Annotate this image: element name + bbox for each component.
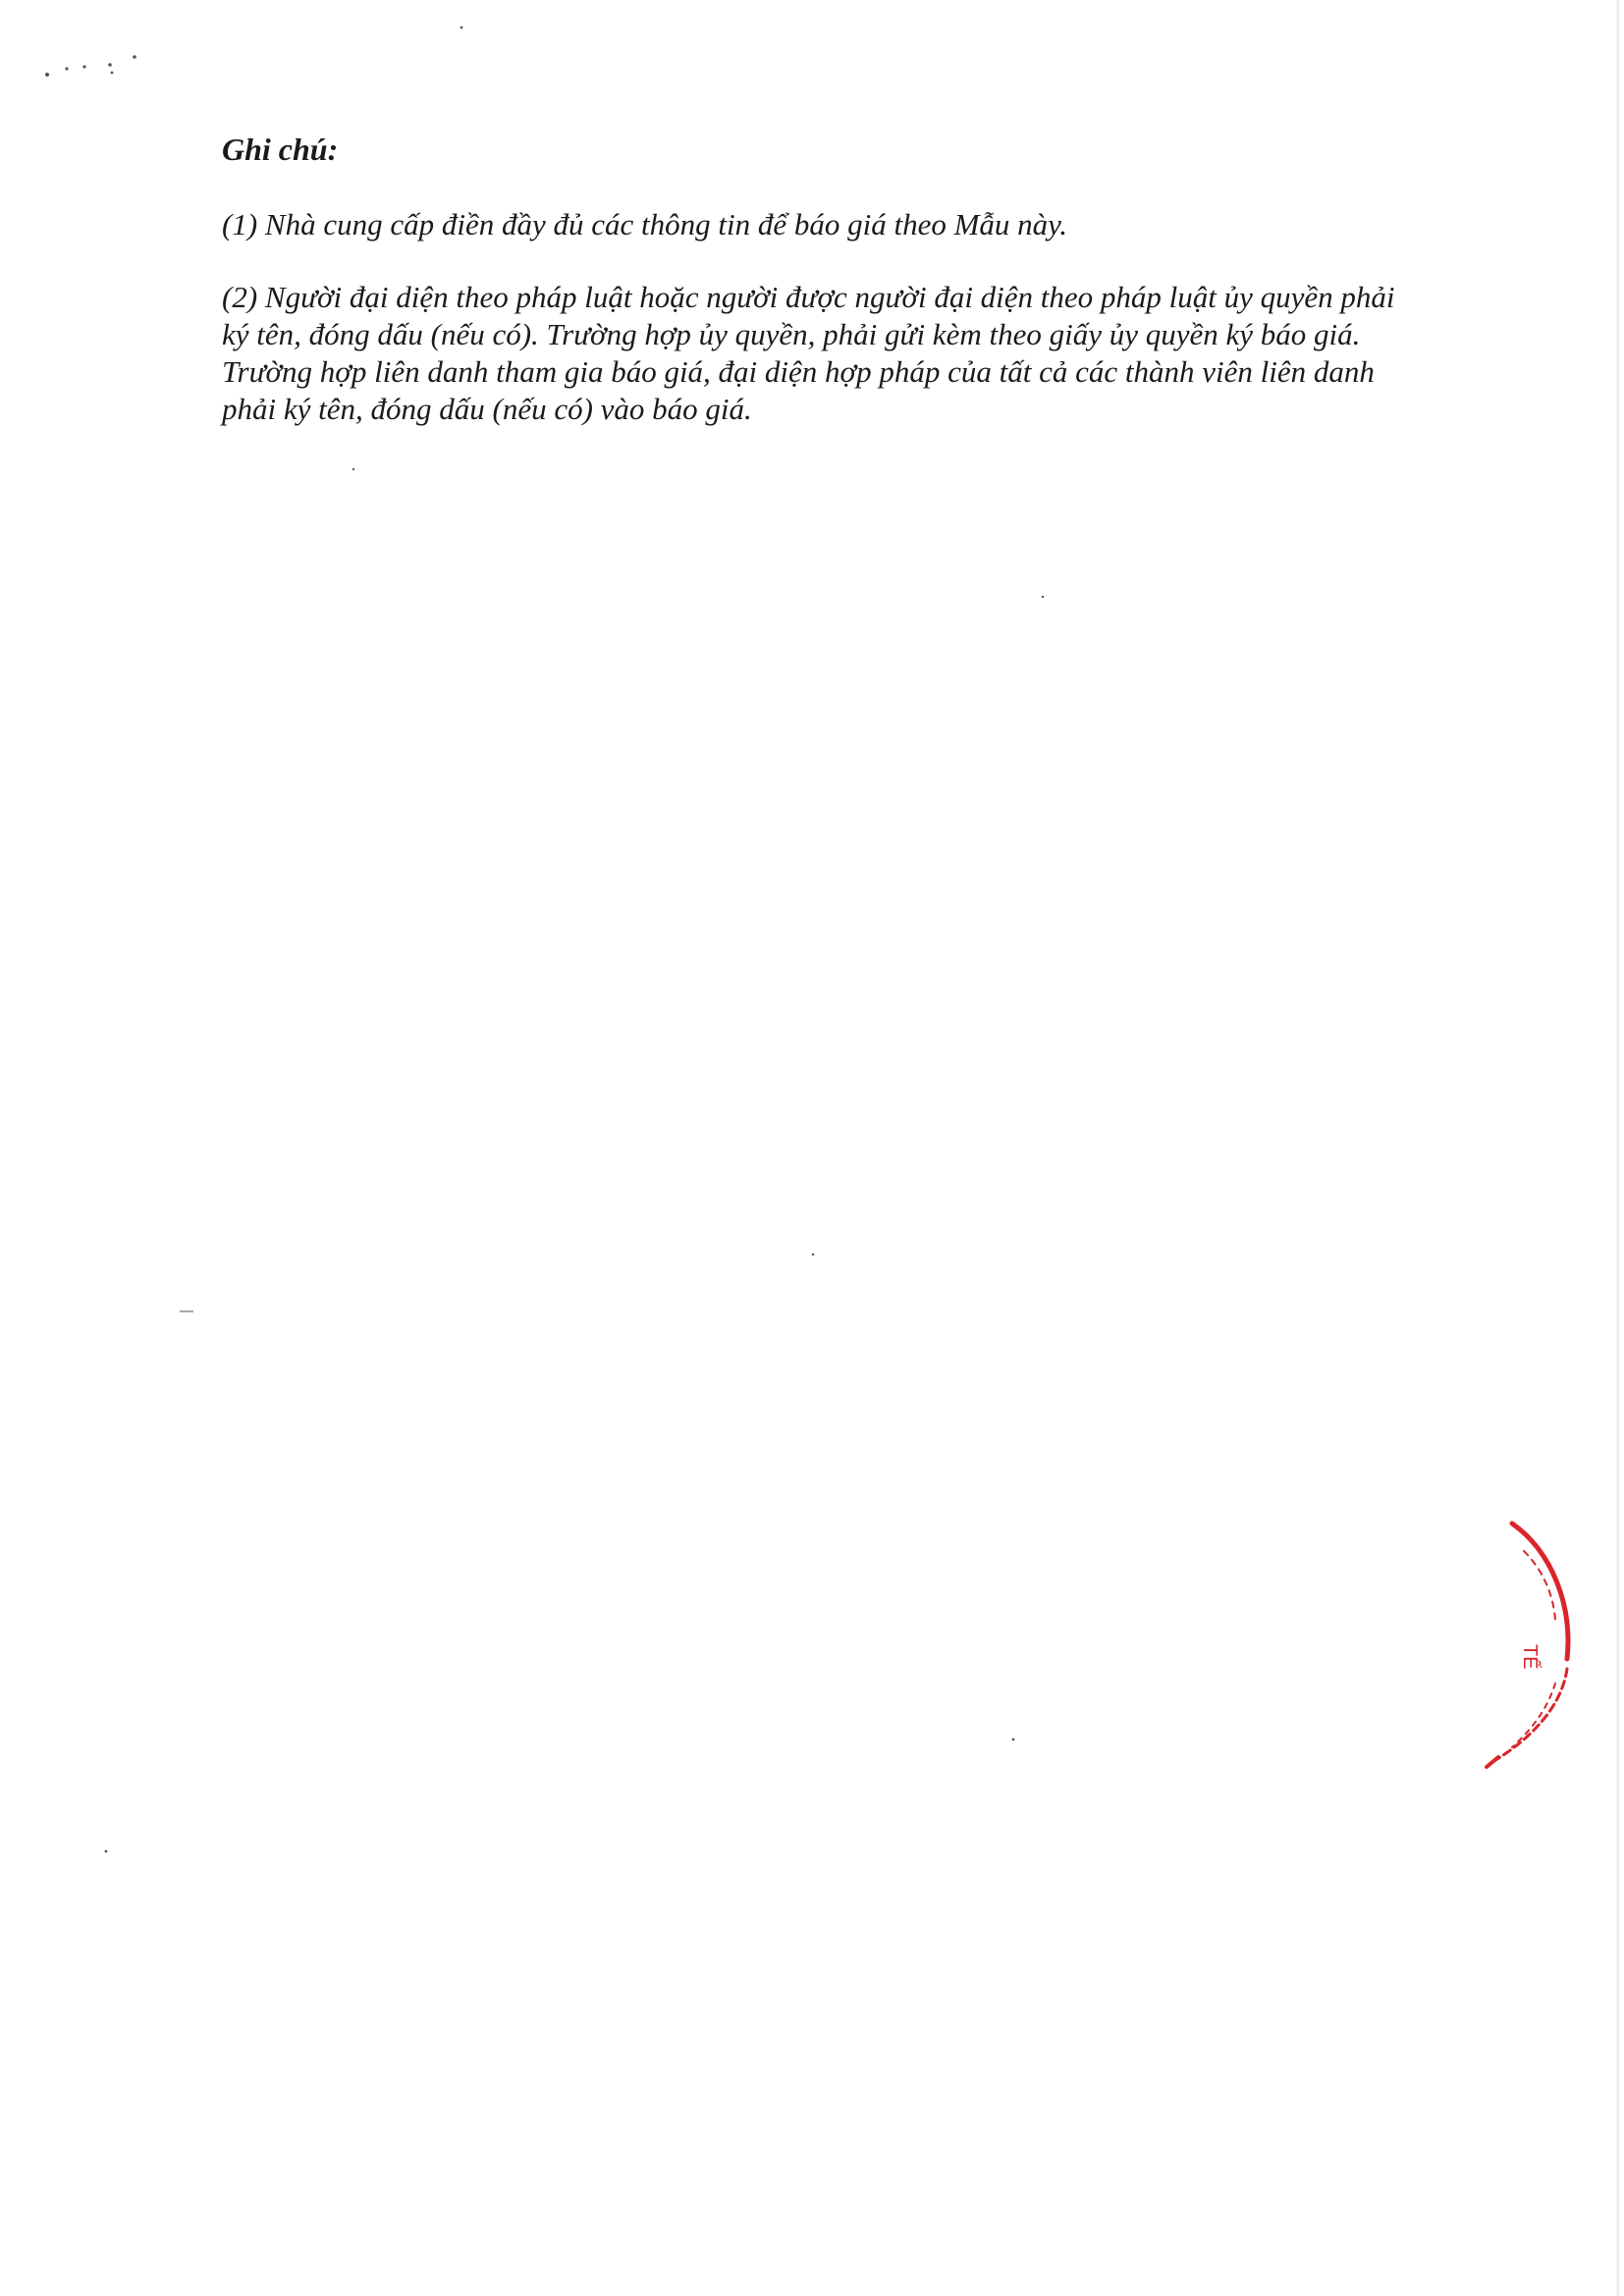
- note-line: Trường hợp liên danh tham gia báo giá, đại diện hợp pháp của tất cả các thành viên liên danh: [222, 354, 1375, 389]
- stamp-text: TẾ: [1519, 1644, 1541, 1670]
- notes-section: [222, 130, 1489, 463]
- note-line: (2) Người đại diện theo pháp luật hoặc người được người đại diện theo pháp luật ủy quyền phải: [222, 280, 1395, 314]
- note-item-1: [222, 206, 1489, 243]
- note-item-2: [222, 279, 1489, 428]
- note-line: phải ký tên, đóng dấu (nếu có) vào báo giá.: [222, 392, 752, 426]
- note-line: ký tên, đóng dấu (nếu có). Trường hợp ủy quyền, phải gửi kèm theo giấy ủy quyền ký báo giá.: [222, 317, 1361, 351]
- notes-heading: Ghi chú:: [222, 132, 339, 167]
- red-seal-stamp: [1473, 1512, 1581, 1777]
- note-line: (1) Nhà cung cấp điền đầy đủ các thông tin để báo giá theo Mẫu này.: [222, 207, 1067, 241]
